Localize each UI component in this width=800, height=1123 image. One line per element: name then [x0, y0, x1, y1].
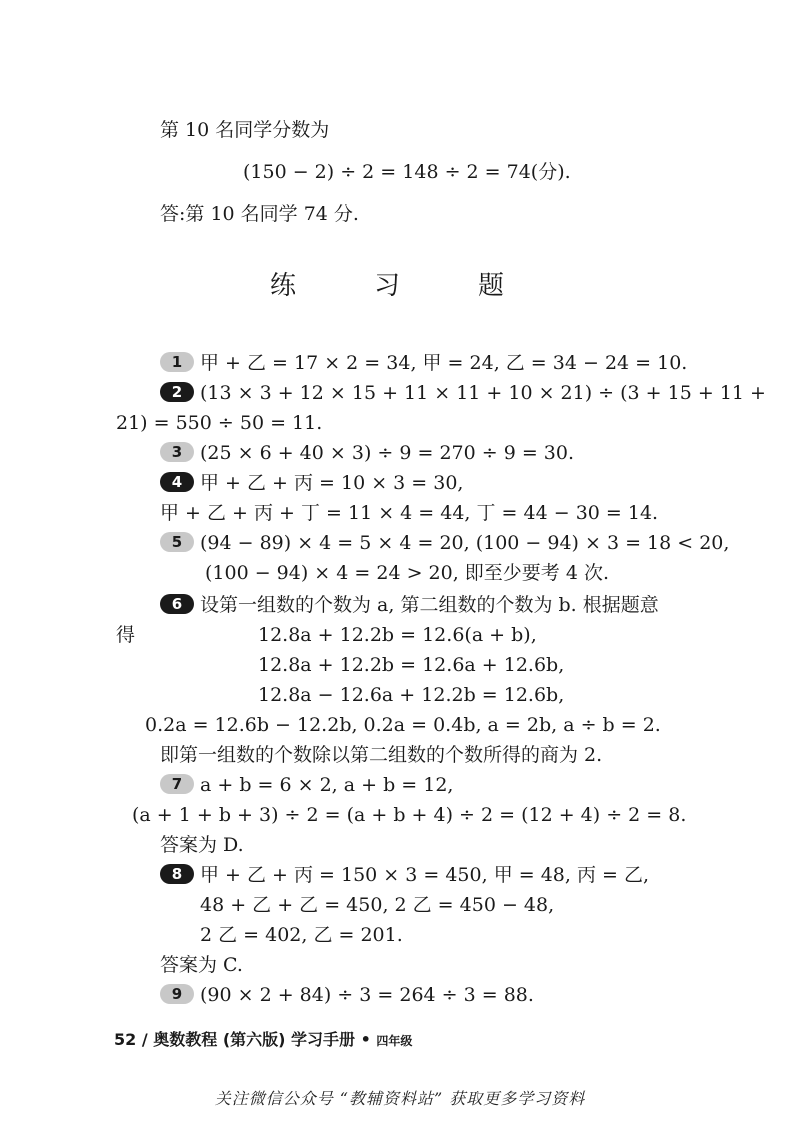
- problem-8-answer: 答案为 C.: [160, 954, 243, 976]
- problem-2: [160, 380, 766, 406]
- problem-7-line-1: a + b = 6 × 2, a + b = 12,: [200, 774, 454, 796]
- problem-7-line-2: (a + 1 + b + 3) ÷ 2 = (a + b + 4) ÷ 2 = (12 + 4) ÷ 2 = 8.: [132, 804, 687, 826]
- problem-2-line-1: (13 × 3 + 12 × 15 + 11 × 11 + 10 × 21) ÷ (3 + 15 + 11 +: [200, 382, 766, 404]
- problem-number-badge: 7: [160, 774, 194, 794]
- problem-number-badge: 1: [160, 352, 194, 372]
- problem-3-line-1: (25 × 6 + 40 × 3) ÷ 9 = 270 ÷ 9 = 30.: [200, 442, 575, 464]
- problem-number-badge: 6: [160, 594, 194, 614]
- grade-label: 四年级: [376, 1034, 413, 1048]
- problem-8-line-3: 2 乙 = 402, 乙 = 201.: [200, 924, 403, 946]
- problem-4-line-2: 甲 + 乙 + 丙 + 丁 = 11 × 4 = 44, 丁 = 44 − 30 = 14.: [160, 502, 659, 524]
- problem-8-line-1: 甲 + 乙 + 丙 = 150 × 3 = 450, 甲 = 48, 丙 = 乙,: [200, 864, 649, 886]
- watermark-text: 关注微信公众号 “教辅资料站” 获取更多学习资料: [214, 1089, 586, 1108]
- intro-equation: (150 − 2) ÷ 2 = 148 ÷ 2 = 74(分).: [243, 161, 571, 183]
- problem-6-equation-2: 12.8a + 12.2b = 12.6a + 12.6b,: [258, 654, 565, 676]
- problem-7-answer: 答案为 D.: [160, 834, 244, 856]
- problem-number-badge: 4: [160, 472, 194, 492]
- problem-2-line-2: 21) = 550 ÷ 50 = 11.: [116, 412, 323, 434]
- problem-1-line-1: 甲 + 乙 = 17 × 2 = 34, 甲 = 24, 乙 = 34 − 24 = 10.: [200, 352, 688, 374]
- problem-number-badge: 2: [160, 382, 194, 402]
- problem-6-equation-4: 0.2a = 12.6b − 12.2b, 0.2a = 0.4b, a = 2b, a ÷ b = 2.: [145, 714, 661, 736]
- problem-5: [160, 530, 729, 556]
- problem-number-badge: 5: [160, 532, 194, 552]
- problem-5-line-1: (94 − 89) × 4 = 5 × 4 = 20, (100 − 94) × 3 = 18 < 20,: [200, 532, 730, 554]
- problem-4: [160, 470, 463, 496]
- page-footer: [114, 1027, 412, 1050]
- problem-7: [160, 772, 453, 798]
- problem-5-line-2: (100 − 94) × 4 = 24 > 20, 即至少要考 4 次.: [205, 562, 609, 584]
- problem-4-line-1: 甲 + 乙 + 丙 = 10 × 3 = 30,: [200, 472, 464, 494]
- problem-6-line-2-prefix: 得: [116, 624, 136, 646]
- problem-number-badge: 3: [160, 442, 194, 462]
- problem-number-badge: 8: [160, 864, 194, 884]
- intro-answer: 答:第 10 名同学 74 分.: [160, 203, 359, 225]
- problem-6-equation-3: 12.8a − 12.6a + 12.2b = 12.6b,: [258, 684, 565, 706]
- intro-line-1: 第 10 名同学分数为: [160, 119, 330, 141]
- problem-1: [160, 350, 687, 376]
- problem-6-conclusion: 即第一组数的个数除以第二组数的个数所得的商为 2.: [160, 744, 603, 766]
- problem-8-line-2: 48 + 乙 + 乙 = 450, 2 乙 = 450 − 48,: [200, 894, 555, 916]
- section-title: 练 习 题: [269, 271, 530, 301]
- problem-3: [160, 440, 574, 466]
- problem-6-line-1: 设第一组数的个数为 a, 第二组数的个数为 b. 根据题意: [200, 594, 659, 616]
- problem-6-equation-1: 12.8a + 12.2b = 12.6(a + b),: [258, 624, 537, 646]
- problem-number-badge: 9: [160, 984, 194, 1004]
- page-number: 52: [114, 1030, 137, 1049]
- problem-9: [160, 982, 534, 1008]
- book-title: / 奥数教程 (第六版) 学习手册 •: [141, 1030, 371, 1049]
- problem-6: [160, 592, 659, 618]
- problem-8: [160, 862, 649, 888]
- problem-9-line-1: (90 × 2 + 84) ÷ 3 = 264 ÷ 3 = 88.: [200, 984, 534, 1006]
